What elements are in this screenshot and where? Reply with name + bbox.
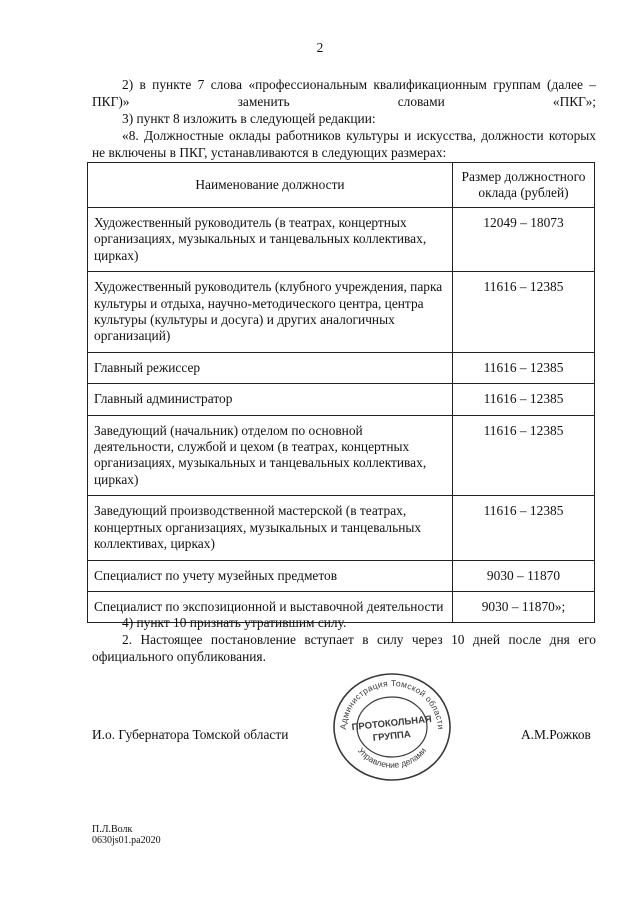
official-stamp	[330, 670, 454, 782]
page-number: 2	[316, 40, 324, 55]
salary-cell: 11616 – 12385	[453, 415, 595, 496]
paragraph-amendment-item-8: 3) пункт 8 изложить в следующей редакции:	[122, 111, 376, 126]
paragraph-new-item-8: «8. Должностные оклады работников культуры и искусства, должности которых не включены в ПКГ, устанавливаются в следующих размерах:	[92, 128, 596, 160]
salary-cell: 11616 – 12385	[453, 384, 595, 415]
paragraph-effective-date: 2. Настоящее постановление вступает в силу через 10 дней после дня его официального опубликования.	[92, 632, 596, 664]
position-cell: Художественный руководитель (в театрах, концертных организациях, музыкальных и танцевальных коллективах, цирках)	[88, 208, 453, 272]
table-row	[88, 415, 595, 496]
salary-cell: 9030 – 11870»;	[453, 591, 595, 622]
salary-cell: 11616 – 12385	[453, 272, 595, 353]
table-row	[88, 272, 595, 353]
column-header-position: Наименование должности	[88, 163, 453, 208]
document-file-code: 0630js01.pa2020	[92, 835, 161, 846]
position-cell: Специалист по учету музейных предметов	[88, 560, 453, 591]
table-row	[88, 352, 595, 383]
position-cell: Главный режиссер	[88, 352, 453, 383]
signatory-name: А.М.Рожков	[521, 727, 591, 742]
svg-text:ПРОТОКОЛЬНАЯ: ПРОТОКОЛЬНАЯ	[351, 713, 433, 734]
svg-text:Администрация Томской области: Администрация Томской области	[337, 677, 447, 730]
table-row	[88, 208, 595, 272]
position-cell: Заведующий производственной мастерской (в театрах, концертных организациях, музыкальных и танцевальных коллективах, цирках)	[88, 496, 453, 560]
svg-text:ГРУППА: ГРУППА	[372, 729, 412, 744]
signatory-position: И.о. Губернатора Томской области	[92, 727, 289, 742]
salary-cell: 12049 – 18073	[453, 208, 595, 272]
svg-text:Управление делами: Управление делами	[355, 745, 429, 770]
column-header-salary: Размер должностного оклада (рублей)	[453, 163, 595, 208]
position-cell: Художественный руководитель (клубного учреждения, парка культуры и отдыха, научно-методического центра, центра культуры (культуры и досуга) и других аналогичных организаций)	[88, 272, 453, 353]
position-cell: Главный администратор	[88, 384, 453, 415]
salary-cell: 11616 – 12385	[453, 496, 595, 560]
table-row	[88, 496, 595, 560]
paragraph-item-10-repeal: 4) пункт 10 признать утратившим силу.	[122, 615, 347, 630]
table-row	[88, 384, 595, 415]
table-header-row	[88, 163, 595, 208]
salary-table	[87, 162, 595, 623]
position-cell: Специалист по экспозиционной и выставочной деятельности	[88, 591, 453, 622]
salary-cell: 11616 – 12385	[453, 352, 595, 383]
executor-name: П.Л.Волк	[92, 824, 133, 835]
paragraph-amendment-item-7: 2) в пункте 7 слова «профессиональным квалификационным группам (далее – ПКГ)» заменить словами «ПКГ»;	[92, 77, 596, 109]
salary-cell: 9030 – 11870	[453, 560, 595, 591]
position-cell: Заведующий (начальник) отделом по основной деятельности, службой и цехом (в театрах, концертных организациях, музыкальных и танцевальных коллективах, цирках)	[88, 415, 453, 496]
stamp-seal-icon	[330, 670, 454, 782]
table-row	[88, 560, 595, 591]
